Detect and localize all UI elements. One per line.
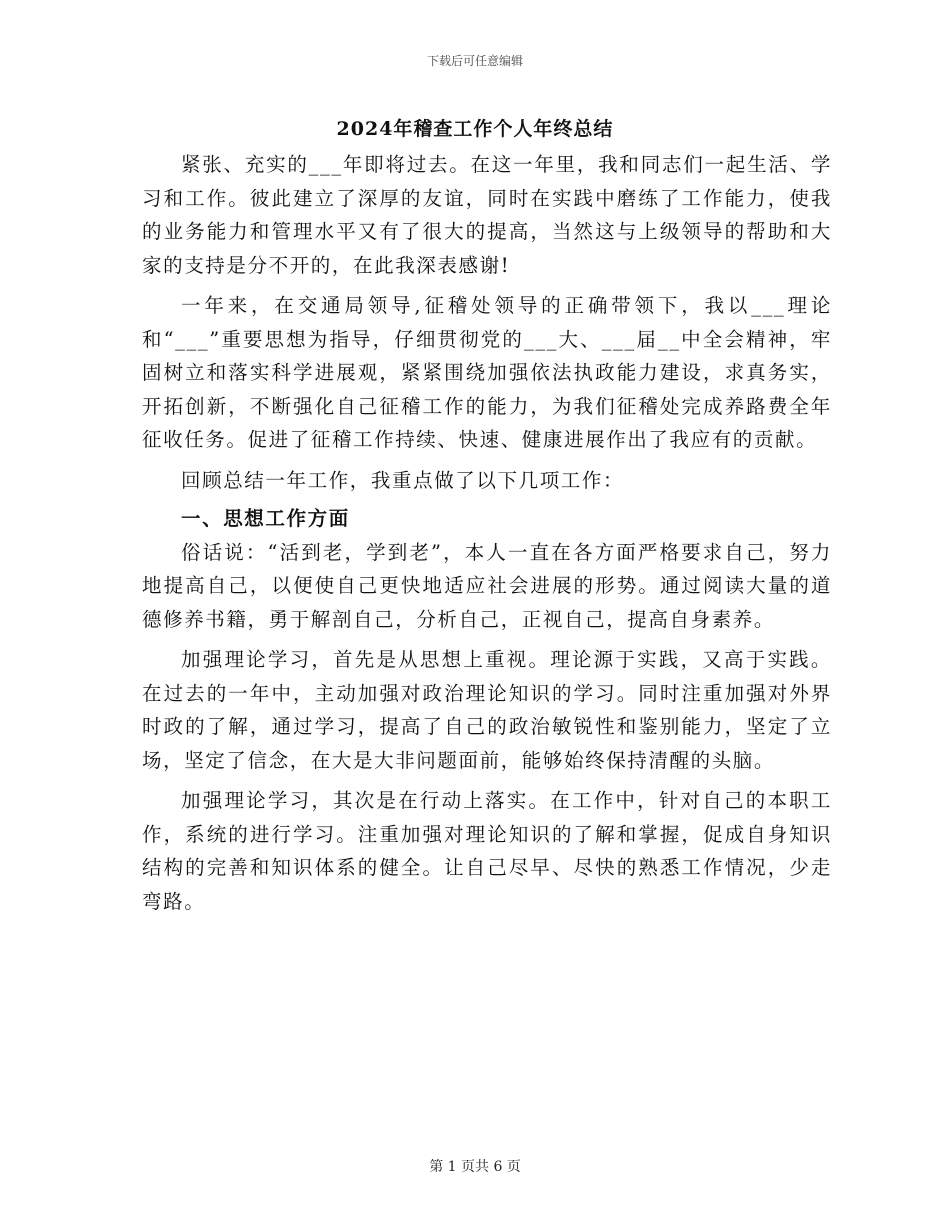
paragraph-intro: 紧张、充实的___年即将过去。在这一年里，我和同志们一起生活、学习和工作。彼此建立了深厚的友谊，同时在实践中磨练了工作能力，使我的业务能力和管理水平又有了很大的提高，当然这与上级领导的帮助和大家的支持是分不开的，在此我深表感谢! (142, 153, 832, 277)
document-body (142, 148, 832, 918)
paragraph-review: 回顾总结一年工作，我重点做了以下几项工作： (181, 468, 625, 492)
paragraph-theory-study-second: 加强理论学习，其次是在行动上落实。在工作中，针对自己的本职工作，系统的进行学习。注重加强对理论知识的了解和掌握，促成自身知识结构的完善和知识体系的健全。让自己尽早、尽快的熟悉工作情况，少走弯路。 (142, 789, 832, 913)
section-heading: 一、思想工作方面 (181, 507, 350, 530)
paragraph-lifelong-learning: 俗话说：“活到老，学到老”，本人一直在各方面严格要求自己，努力地提高自己，以便使自己更快地适应社会进展的形势。通过阅读大量的道德修养书籍，勇于解剖自己，分析自己，正视自己，提高自身素养。 (142, 540, 832, 631)
page-header-note: 下载后可任意编辑 (426, 54, 523, 68)
document-title: 2024年稽查工作个人年终总结 (336, 118, 614, 140)
paragraph-guidance: 一年来，在交通局领导,征稽处领导的正确带领下，我以___理论和“___”重要思想为指导，仔细贯彻党的___大、___届__中全会精神，牢固树立和落实科学进展观，紧紧围绕加强依法执政能力建设，求真务实，开拓创新，不断强化自己征稽工作的能力，为我们征稽处完成养路费全年征收任务。促进了征稽工作持续、快速、健康进展作出了我应有的贡献。 (142, 294, 832, 451)
page-indicator: 第 1 页共 6 页 (429, 1159, 521, 1175)
paragraph-theory-study-first: 加强理论学习，首先是从思想上重视。理论源于实践，又高于实践。在过去的一年中，主动加强对政治理论知识的学习。同时注重加强对外界时政的了解，通过学习，提高了自己的政治敏锐性和鉴别能力，坚定了立场，坚定了信念，在大是大非问题面前，能够始终保持清醒的头脑。 (142, 648, 832, 772)
